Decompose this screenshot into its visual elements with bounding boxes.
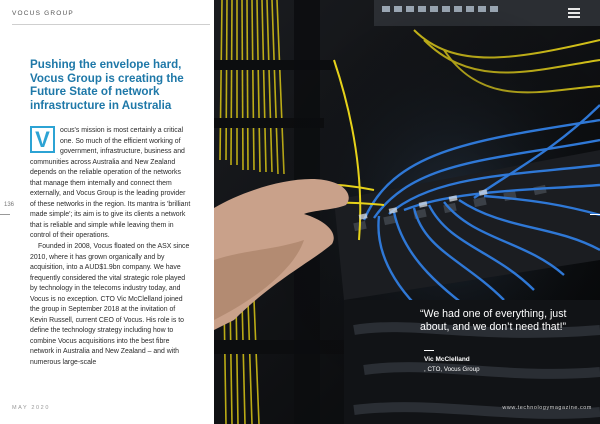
page-tick-left [0, 214, 10, 215]
dropcap-letter: V [30, 126, 55, 153]
body-paragraph-1: ocus's mission is most certainly a critical one. So much of the efficient working of government, infrastructure, business and communities across Australia and New Zealand depends on the reliable operation of the networks that manage them internally and connect them externally, and Vocus Group is the leading provider of these networks in the region. Its mantra is 'brilliant made simple'; its aim is to give its clients a network that is reliable and simple while leaving them in control of their operations. [30, 127, 191, 240]
website-url: www.technologymagazine.com [502, 405, 592, 411]
page-number: 136 [4, 202, 15, 208]
pull-quote: “We had one of everything, just about, and we don’t need that!” [420, 308, 567, 333]
article-body [30, 126, 192, 369]
network-cables-photo [214, 0, 600, 424]
hamburger-menu-icon[interactable] [568, 8, 580, 18]
quote-rule [424, 350, 434, 351]
page-tick-right [590, 214, 600, 215]
server-rack-photo [214, 0, 600, 424]
section-label: VOCUS GROUP [12, 10, 74, 17]
body-paragraph-2: Founded in 2008, Vocus floated on the ASX since 2010, where it has grown organically and by acquisition, into a AUD$1.9bn company. We have frequently considered the vital strategic role played by technology in the telecoms industry today, and Vocus is no exception. CTO Vic McClelland joined the group in September 2018 at the invitation of Kevin Russell, current CEO of Vocus. His role is to define the technology strategy including how to combine Vocus acquisitions into the best fibre network in Australia and New Zealand – and with numerous large-scale [30, 243, 190, 367]
quote-attribution-title: , CTO, Vocus Group [424, 366, 480, 373]
header-rule [12, 24, 210, 25]
article-text-page [0, 0, 214, 424]
issue-date: MAY 2020 [12, 405, 50, 411]
quote-attribution-name: Vic McClelland [424, 356, 470, 363]
article-headline: Pushing the envelope hard, Vocus Group is creating the Future State of network infrastructure in Australia [30, 58, 184, 112]
